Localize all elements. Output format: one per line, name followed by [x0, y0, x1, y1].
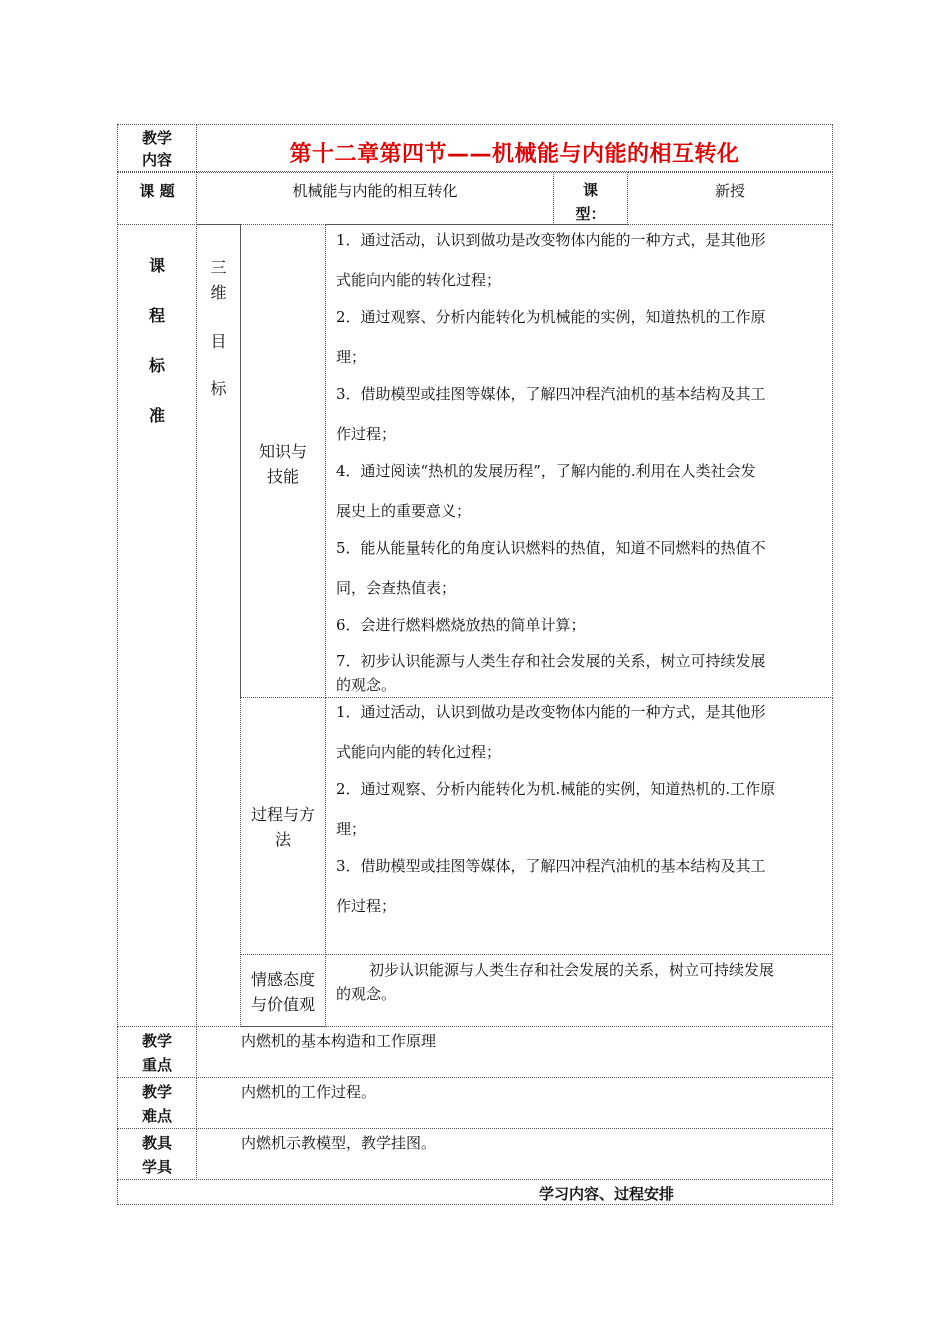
- lesson-type-value: 新授: [714, 182, 745, 200]
- process-item: 式能向内能的转化过程；: [336, 743, 502, 761]
- knowledge-skills-label-line2: 技能: [266, 467, 299, 486]
- process-methods-label-line1: 过程与方: [250, 805, 315, 824]
- difficulties-label: [117, 1077, 197, 1129]
- knowledge-item: 的观念。: [336, 676, 397, 694]
- attitude-item: 的观念。: [336, 985, 397, 1003]
- teaching-tools-value: 内燃机示教模型，教学挂图。: [241, 1134, 437, 1152]
- learning-arrangement-row: [117, 1179, 833, 1205]
- lesson-type-value-cell: [627, 172, 833, 225]
- knowledge-item: 2．通过观察、分析内能转化为机械能的实例，知道热机的工作原: [336, 308, 766, 326]
- process-item: 2．通过观察、分析内能转化为机.械能的实例，知道热机的.工作原: [336, 780, 776, 798]
- knowledge-item: 5．能从能量转化的角度认识燃料的热值，知道不同燃料的热值不: [336, 539, 766, 557]
- teaching-tools-label-line1: 教具: [141, 1134, 172, 1152]
- process-item: 1．通过活动，认识到做功是改变物体内能的一种方式，是其他形: [336, 703, 766, 721]
- key-points-label: [117, 1026, 197, 1078]
- knowledge-item: 6．会进行燃料燃烧放热的简单计算；: [336, 616, 586, 634]
- attitude-item: 初步认识能源与人类生存和社会发展的关系，树立可持续发展: [369, 961, 775, 979]
- knowledge-item: 7．初步认识能源与人类生存和社会发展的关系，树立可持续发展: [336, 652, 766, 670]
- goals-char: 标: [210, 379, 227, 398]
- knowledge-item: 理；: [336, 348, 367, 366]
- goals-char: 目: [210, 332, 227, 351]
- process-item: 作过程；: [336, 897, 397, 915]
- difficulties-value-cell: [196, 1077, 833, 1129]
- topic-value-cell: [196, 172, 554, 225]
- knowledge-skills-content: [325, 224, 833, 698]
- topic-label: [117, 172, 197, 225]
- knowledge-item: 4．通过阅读“热机的发展历程”，了解内能的.利用在人类社会发: [336, 462, 756, 480]
- attitude-values-label-line2: 与价值观: [250, 995, 315, 1014]
- knowledge-item: 展史上的重要意义；: [336, 502, 472, 520]
- key-points-label-line1: 教学: [141, 1032, 172, 1050]
- teaching-tools-value-cell: [196, 1128, 833, 1180]
- knowledge-item: 同，会查热值表；: [336, 579, 457, 597]
- difficulties-value: 内燃机的工作过程。: [241, 1083, 377, 1101]
- knowledge-item: 3．借助模型或挂图等媒体，了解四冲程汽油机的基本结构及其工: [336, 385, 766, 403]
- curriculum-standard-char: 标: [148, 356, 165, 375]
- knowledge-item: 作过程；: [336, 425, 397, 443]
- difficulties-label-line2: 难点: [141, 1107, 172, 1125]
- key-points-label-line2: 重点: [141, 1056, 172, 1074]
- process-methods-label: [240, 697, 326, 955]
- curriculum-standard-char: 程: [148, 306, 165, 325]
- key-points-value-cell: [196, 1026, 833, 1078]
- goals-char: 维: [210, 283, 227, 302]
- curriculum-standard-char: 课: [148, 256, 165, 275]
- process-item: 理；: [336, 820, 367, 838]
- curriculum-standard-char: 准: [148, 406, 165, 425]
- knowledge-item: 式能向内能的转化过程；: [336, 271, 502, 289]
- attitude-values-label-line1: 情感态度: [250, 970, 315, 989]
- teaching-content-label-line1: 教学: [141, 129, 172, 147]
- chapter-title: 第十二章第四节——机械能与内能的相互转化: [289, 142, 740, 167]
- knowledge-item: 1．通过活动，认识到做功是改变物体内能的一种方式，是其他形: [336, 231, 766, 249]
- knowledge-skills-label: [240, 224, 326, 698]
- lesson-type-label-line1: 课: [582, 181, 598, 199]
- three-dimension-goals-label: [196, 224, 241, 1027]
- process-methods-content: [325, 697, 833, 955]
- chapter-title-cell: [196, 124, 833, 172]
- goals-char: 三: [210, 258, 227, 277]
- teaching-tools-label-line2: 学具: [141, 1158, 172, 1176]
- key-points-value: 内燃机的基本构造和工作原理: [241, 1032, 437, 1050]
- teaching-content-label: [117, 124, 197, 172]
- topic-label-text: 课 题: [139, 182, 175, 200]
- curriculum-standard-label: [117, 224, 197, 1027]
- process-item: 3．借助模型或挂图等媒体，了解四冲程汽油机的基本结构及其工: [336, 857, 766, 875]
- attitude-values-label: [240, 954, 326, 1027]
- lesson-type-label: [553, 172, 628, 225]
- topic-value: 机械能与内能的相互转化: [292, 182, 458, 200]
- process-methods-label-line2: 法: [274, 830, 291, 849]
- knowledge-skills-label-line1: 知识与: [258, 442, 307, 461]
- attitude-values-content: [325, 954, 833, 1027]
- lesson-type-label-line2: 型：: [575, 205, 606, 223]
- teaching-content-label-line2: 内容: [141, 151, 172, 169]
- teaching-tools-label: [117, 1128, 197, 1180]
- learning-arrangement-heading: 学习内容、过程安排: [539, 1185, 675, 1203]
- difficulties-label-line1: 教学: [141, 1083, 172, 1101]
